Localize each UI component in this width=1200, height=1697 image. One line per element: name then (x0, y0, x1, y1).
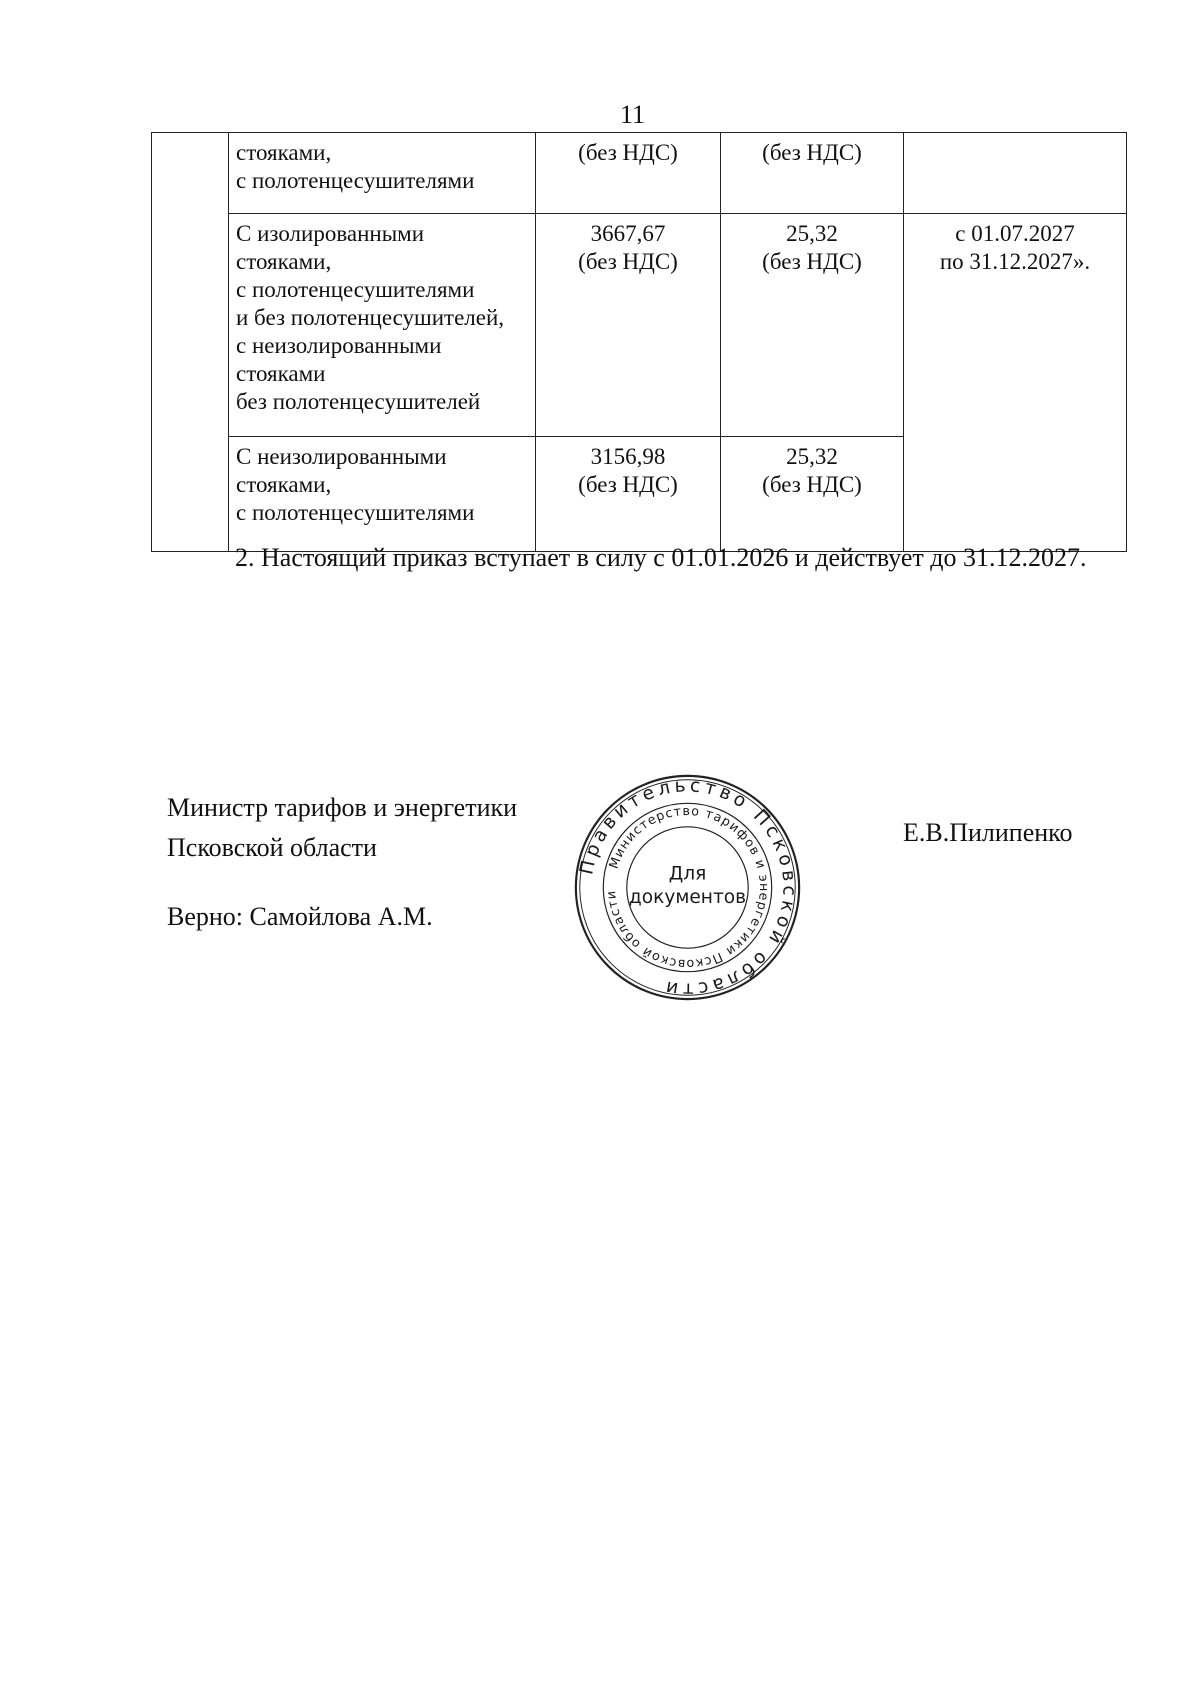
verified-by: Верно: Самойлова А.М. (167, 902, 433, 931)
tariff-value-cell (536, 214, 721, 437)
tariff-component: 25,32 (786, 444, 838, 469)
vat-note: (без НДС) (578, 140, 678, 165)
signer-title (167, 788, 517, 868)
index-cell (152, 133, 229, 552)
page-number: 11 (620, 100, 646, 129)
effective-date-paragraph: 2. Настоящий приказ вступает в силу с 01.01.2026 и действует до 31.12.2027. (235, 543, 1087, 572)
description-line: с неизолированными (236, 333, 442, 358)
period-end: по 31.12.2027». (939, 249, 1091, 274)
seal-center-line: Для (668, 863, 707, 885)
description-cell (229, 133, 536, 214)
tariff-component-cell (721, 437, 904, 552)
description-line: стояками, (236, 140, 332, 165)
description-line: и без полотенцесушителей, (236, 305, 505, 330)
description-line: стояками (236, 361, 326, 386)
vat-note: (без НДС) (578, 472, 678, 497)
vat-note: (без НДС) (762, 472, 862, 497)
period-cell-empty (904, 133, 1127, 214)
period-start: с 01.07.2027 (955, 221, 1075, 246)
description-line: стояками, (236, 249, 332, 274)
tariff-value-cell (536, 437, 721, 552)
period-cell (904, 214, 1127, 552)
tariff-component: 25,32 (786, 221, 838, 246)
description-line: С изолированными (236, 221, 425, 246)
description-line: с полотенцесушителями (236, 500, 475, 525)
signer-name: Е.В.Пилипенко (903, 818, 1073, 847)
tariff-value: 3667,67 (590, 221, 666, 246)
description-line: с полотенцесушителями (236, 168, 475, 193)
table-row (152, 214, 1127, 437)
tariff-value-cell (536, 133, 721, 214)
seal-inner-text: Министерство тарифов и энергетики Псковской области (602, 802, 772, 973)
vat-note: (без НДС) (578, 249, 678, 274)
vat-note: (без НДС) (762, 249, 862, 274)
tariff-component-cell (721, 214, 904, 437)
description-cell (229, 437, 536, 552)
signer-title-line: Министр тарифов и энергетики (167, 793, 518, 822)
seal-outer-text: Правительство Псковской области (576, 775, 800, 1000)
vat-note: (без НДС) (762, 140, 862, 165)
tariff-value: 3156,98 (590, 444, 666, 469)
signer-title-line: Псковской области (167, 833, 377, 862)
seal-center-line: документов (628, 887, 747, 909)
table-row (152, 133, 1127, 214)
description-line: с полотенцесушителями (236, 277, 475, 302)
official-seal (570, 770, 805, 1005)
description-line: без полотенцесушителей (236, 389, 481, 414)
tariff-table (151, 132, 1127, 552)
tariff-component-cell (721, 133, 904, 214)
description-line: С неизолированными (236, 444, 447, 469)
description-line: стояками, (236, 472, 332, 497)
description-cell (229, 214, 536, 437)
